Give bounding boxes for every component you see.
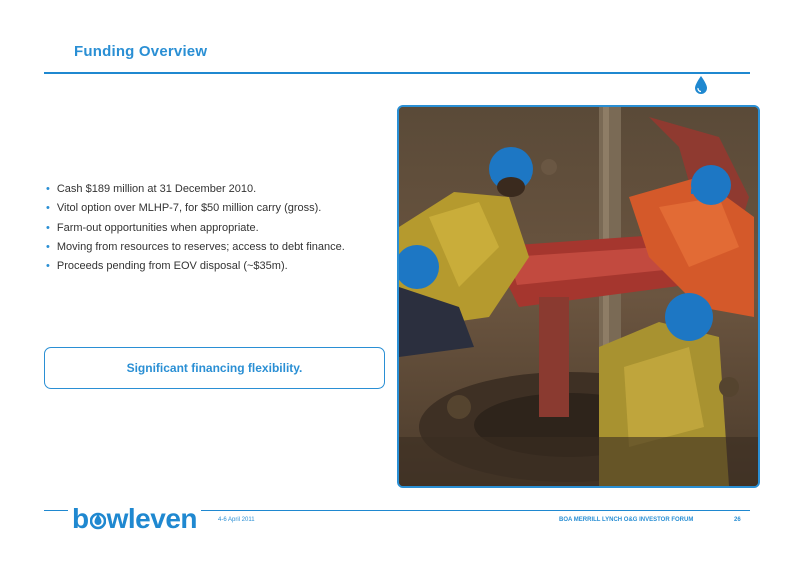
bullet-text: Moving from resources to reserves; access to debt finance.: [56, 240, 345, 253]
slide-title: Funding Overview: [74, 43, 208, 60]
bullet-text: Farm-out opportunities when appropriate.: [56, 221, 259, 234]
bullet-text: Cash $189 million at 31 December 2010.: [56, 183, 257, 195]
bullet-marker: •: [46, 183, 50, 195]
water-drop-icon: [694, 75, 708, 95]
footer-event-name: BOA MERRILL LYNCH O&G INVESTOR FORUM: [559, 517, 694, 523]
callout-box: [44, 347, 385, 389]
bullet-item: [46, 219, 345, 238]
callout-text: Significant financing flexibility.: [126, 361, 303, 375]
bullet-item: [46, 180, 345, 199]
title-divider: [44, 72, 750, 74]
logo-prefix: b: [72, 503, 89, 534]
company-logo: [68, 502, 201, 536]
rig-workers-photo: [397, 105, 760, 488]
bullet-text: Vitol option over MLHP-7, for $50 million carry (gross).: [56, 202, 322, 215]
photo-illustration: [399, 107, 758, 486]
page-number: 26: [734, 517, 741, 523]
bullet-marker: •: [46, 202, 50, 215]
bullet-item: [46, 199, 345, 218]
bullet-item: [46, 257, 345, 276]
bullet-item: [46, 238, 345, 257]
bullet-marker: •: [46, 221, 50, 234]
footer-date: 4-6 April 2011: [218, 517, 255, 523]
bullet-marker: •: [46, 240, 50, 253]
bullet-list: [46, 180, 345, 276]
logo-drop-icon: [90, 508, 106, 530]
bullet-marker: •: [46, 260, 50, 273]
logo-suffix: wleven: [106, 503, 197, 534]
bullet-text: Proceeds pending from EOV disposal (~$35m).: [56, 260, 288, 273]
